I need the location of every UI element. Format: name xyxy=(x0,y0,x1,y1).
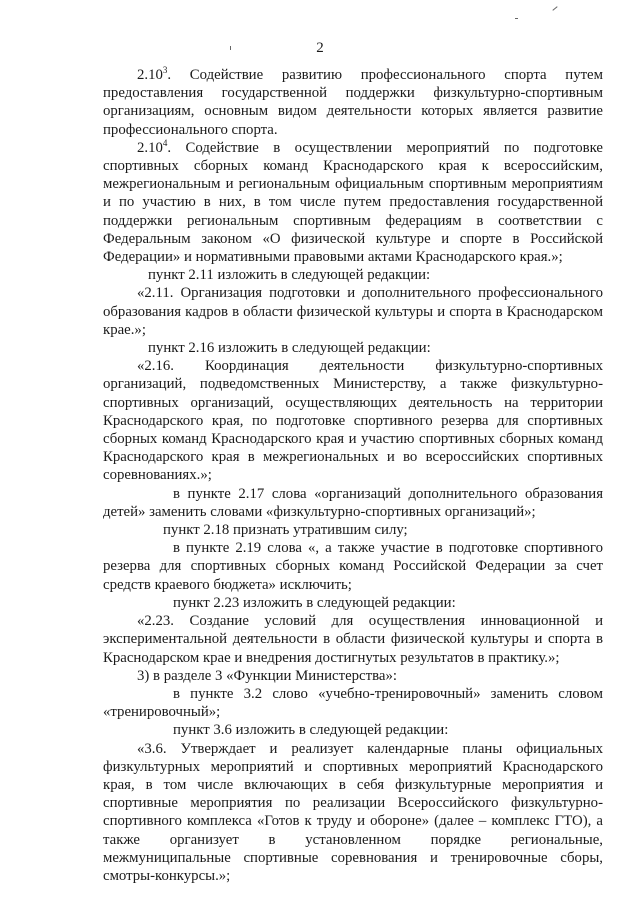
quoted-paragraph: «2.16. Координация деятельности физкультурно-спортивных организаций, подведомственных Министерству, а также физкультурно-спортивных организаций, осуществляющих деятельность на территории Краснодарского края, по подготовке спортивного резерва для спортивных сборных команд Краснодарского края и участию спортивных сборных команд Краснодарского края в межрегиональных и во всероссийских спортивных соревнованиях.»; xyxy=(103,358,603,484)
clause-superscript: 4 xyxy=(162,137,168,148)
paragraph-2-10-4 xyxy=(103,139,603,266)
page-number: 2 xyxy=(316,40,324,56)
instruction-paragraph: пункт 2.11 изложить в следующей редакции: xyxy=(148,267,431,284)
scan-speck xyxy=(552,6,557,11)
clause-number: 2.10 xyxy=(137,139,163,156)
quoted-paragraph: «2.11. Организация подготовки и дополнительного профессионального образования кадров в области физической культуры и спорта в Краснодарском крае.»; xyxy=(103,285,603,338)
document-body xyxy=(103,66,603,885)
instruction-paragraph: пункт 3.6 изложить в следующей редакции: xyxy=(173,722,449,739)
paragraph-text: . Содействие развитию профессионального спорта путем предоставления государственной поддержки физкультурно-спортивным организациям, основным видом деятельности которых является развитие профессионального спорта. xyxy=(103,67,603,138)
scan-speck xyxy=(515,18,518,19)
quoted-paragraph: «3.6. Утверждает и реализует календарные планы официальных физкультурных мероприятий и спортивных мероприятий Краснодарского края, в том числе включающих в себя физкультурные мероприятия и спортивные мероприятия по реализации Всероссийского физкультурно-спортивного комплекса «Готов к труду и обороне» (далее – комплекс ГТО), а также организует в установленном порядке региональные, межмуниципальные спортивные соревнования и тренировочные сборы, смотры-конкурсы.»; xyxy=(103,740,603,884)
paragraph-2-10-3 xyxy=(103,66,603,139)
paragraph-text: . Содействие в осуществлении мероприятий по подготовке спортивных сборных команд Краснодарского края к всероссийским, межрегиональным и региональным официальным спортивным мероприятиям и по участию в них, в том числе путем предоставления государственной поддержки региональным спортивным федерациям в соответствии с Федеральным законом «О физической культуре и спорте в Российской Федерации» и нормативными правовыми актами Краснодарского края.»; xyxy=(103,139,603,266)
instruction-paragraph: в пункте 2.19 слова «, а также участие в подготовке спортивного резерва для спортивных сборных команд Российской Федерации за счет средств краевого бюджета» исключить; xyxy=(103,540,603,593)
instruction-paragraph: в пункте 2.17 слова «организаций дополнительного образования детей» заменить словами «физкультурно-спортивных организаций»; xyxy=(103,485,603,520)
instruction-paragraph: в пункте 3.2 слово «учебно-тренировочный» заменить словом «тренировочный»; xyxy=(103,685,603,721)
clause-number: 2.10 xyxy=(137,67,163,83)
instruction-paragraph: пункт 2.18 признать утратившим силу; xyxy=(163,522,408,539)
clause-superscript: 3 xyxy=(162,65,168,76)
instruction-paragraph: пункт 2.16 изложить в следующей редакции: xyxy=(148,340,431,357)
quoted-paragraph: «2.23. Создание условий для осуществления инновационной и экспериментальной деятельности в области физической культуры и спорта в Краснодарском крае и внедрения достигнутых результатов в практику.»; xyxy=(103,613,603,666)
instruction-paragraph: пункт 2.23 изложить в следующей редакции: xyxy=(173,594,456,611)
section-heading-paragraph: 3) в разделе 3 «Функции Министерства»: xyxy=(137,667,397,684)
